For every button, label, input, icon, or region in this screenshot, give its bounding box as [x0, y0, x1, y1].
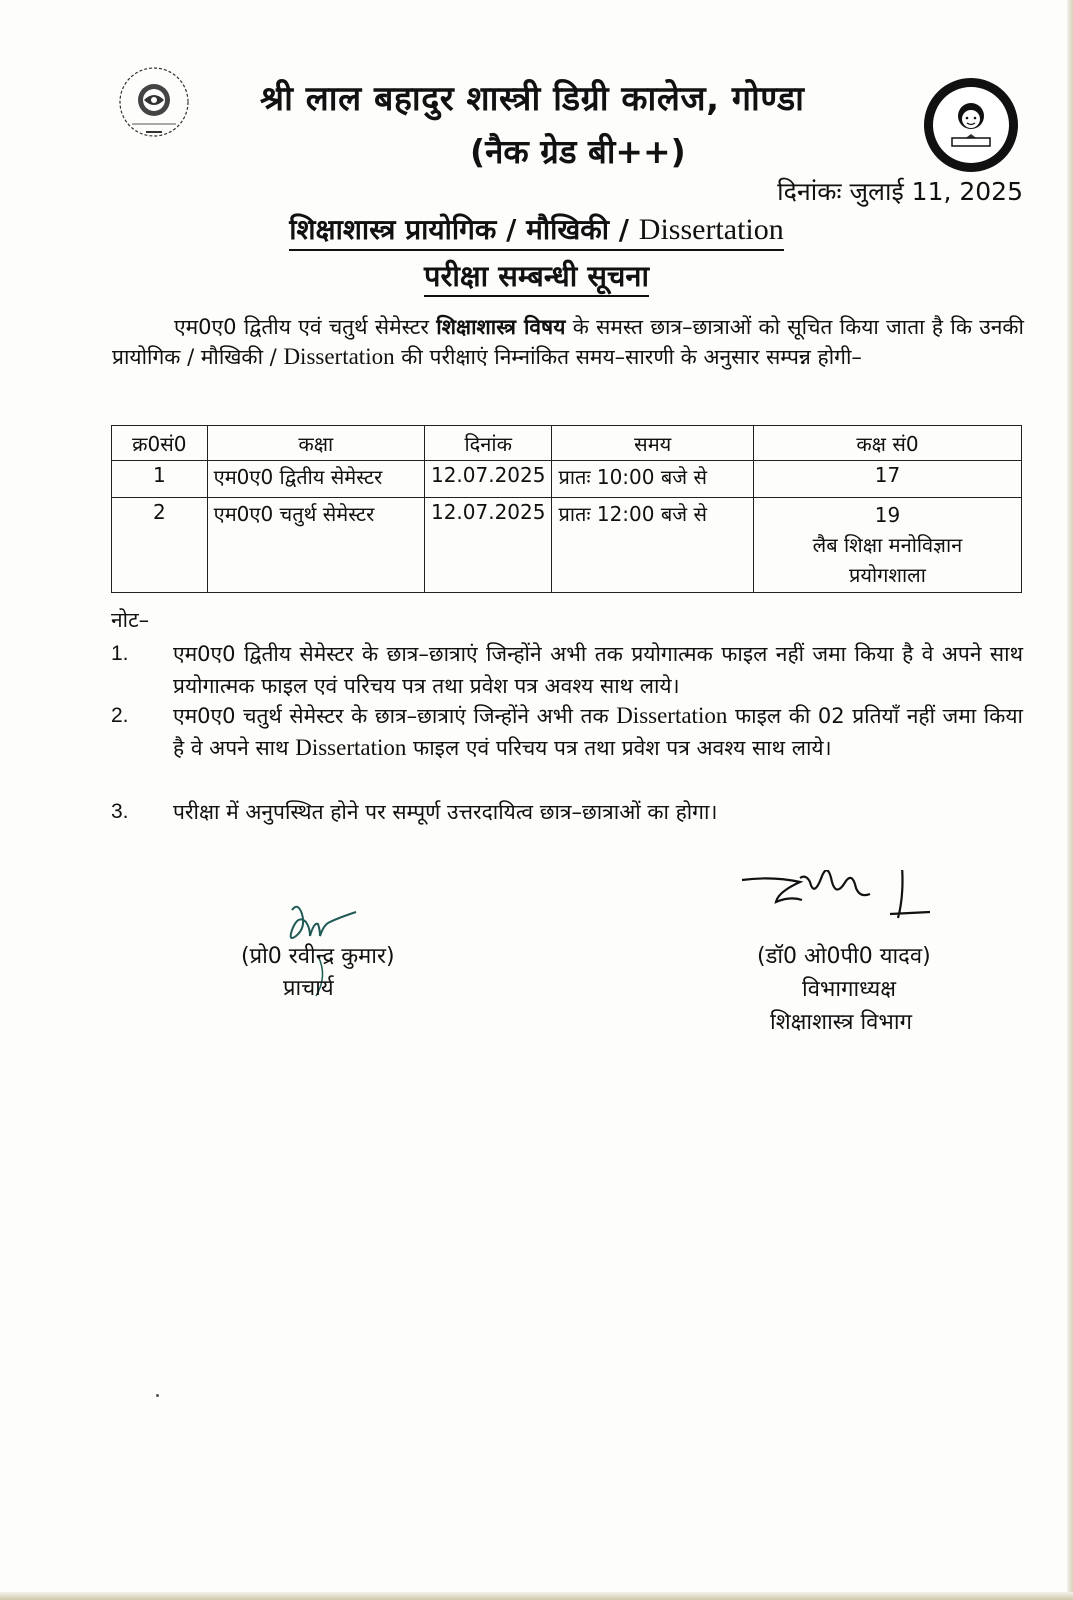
- subject-english: Dissertation: [638, 213, 784, 246]
- exam-schedule-table: [111, 425, 1022, 593]
- cell-serial: 2: [112, 498, 208, 593]
- note-item: [111, 700, 1023, 764]
- note-dissertation: Dissertation: [295, 735, 407, 760]
- header-serial: क्र0सं0: [112, 426, 208, 461]
- note-number: 3.: [111, 800, 129, 823]
- subject-hindi: शिक्षाशास्त्र प्रायोगिक / मौखिकी /: [289, 213, 639, 246]
- beti-padhao-logo-icon: [922, 76, 1020, 174]
- college-seal-icon: [106, 66, 214, 146]
- cell-room: 17: [753, 461, 1021, 498]
- paper-speck: [156, 1394, 159, 1397]
- room-lab-name: लैब शिक्षा मनोविज्ञान प्रयोगशाला: [812, 533, 963, 587]
- cell-time: प्रातः 12:00 बजे से: [552, 498, 753, 593]
- notice-title-text: परीक्षा सम्बन्धी सूचना: [424, 256, 649, 297]
- notice-title: [0, 256, 1073, 297]
- intro-text-1: एम0ए0 द्वितीय एवं चतुर्थ सेमेस्टर: [174, 315, 437, 339]
- intro-paragraph: [112, 312, 1024, 372]
- cell-date: 12.07.2025: [424, 498, 552, 593]
- intro-text-2: के समस्त छात्र–छात्राओं को सूचित किया जाता है कि उनकी प्रायोगिक / मौखिकी /: [112, 315, 1025, 369]
- table-header-row: [112, 426, 1022, 461]
- table-row: [112, 498, 1022, 593]
- header-class: कक्षा: [207, 426, 424, 461]
- notice-date: दिनांकः जुलाई 11, 2025: [777, 177, 1023, 206]
- room-number: 19: [874, 503, 901, 527]
- note-dissertation: Dissertation: [616, 703, 728, 728]
- header-time: समय: [552, 426, 753, 461]
- cell-class: एम0ए0 द्वितीय सेमेस्टर: [207, 461, 424, 498]
- hod-name: (डॉ0 ओ0पी0 यादव): [757, 944, 931, 969]
- cell-serial: 1: [112, 461, 208, 498]
- subject-heading: [0, 210, 1073, 251]
- note-text-part: एम0ए0 चतुर्थ सेमेस्टर के छात्र–छात्राएं जिन्होंने अभी तक: [173, 704, 617, 728]
- cell-date: 12.07.2025: [424, 461, 552, 498]
- note-text: एम0ए0 द्वितीय सेमेस्टर के छात्र–छात्राएं जिन्होंने अभी तक प्रयोगात्मक फाइल नहीं जमा किया है वे अपने साथ प्रयोगात्मक फाइल एवं परिचय पत्र तथा प्रवेश पत्र अवश्य साथ लाये।: [173, 642, 1023, 698]
- college-name: श्री लाल बहादुर शास्त्री डिग्री कालेज, गोण्डा: [260, 79, 805, 119]
- note-number: 1.: [111, 642, 129, 665]
- header-room: कक्ष सं0: [753, 426, 1021, 461]
- intro-dissertation: Dissertation: [283, 344, 395, 369]
- hod-department: शिक्षाशास्त्र विभाग: [770, 1010, 912, 1035]
- principal-name: (प्रो0 रवीन्द्र कुमार): [241, 944, 395, 969]
- intro-subject-bold: शिक्षाशास्त्र विषय: [436, 315, 566, 339]
- notes-heading: नोट–: [111, 608, 150, 632]
- note-item: [111, 638, 1023, 702]
- note-text: परीक्षा में अनुपस्थित होने पर सम्पूर्ण उत्तरदायित्व छात्र–छात्राओं का होगा।: [173, 800, 718, 824]
- cell-room: [753, 498, 1021, 593]
- paper-bottom-edge: [0, 1592, 1073, 1600]
- intro-text-3: की परीक्षाएं निम्नांकित समय–सारणी के अनुसार सम्पन्न होगी–: [394, 345, 862, 369]
- naac-grade: (नैक ग्रेड बी++): [470, 132, 686, 171]
- note-text: [173, 700, 1023, 764]
- note-number: 2.: [111, 704, 129, 727]
- note-item: [111, 796, 1023, 828]
- cell-time: प्रातः 10:00 बजे से: [552, 461, 753, 498]
- note-text-part: फाइल की 02 प्रतियाँ नहीं जमा किया है वे अपने साथ: [173, 704, 1023, 760]
- hod-title: विभागाध्यक्ष: [802, 977, 896, 1002]
- note-text-part: फाइल एवं परिचय पत्र तथा प्रवेश पत्र अवश्य साथ लाये।: [406, 736, 832, 760]
- principal-title: प्राचार्य: [283, 976, 334, 1001]
- header-date: दिनांक: [424, 426, 552, 461]
- table-row: [112, 461, 1022, 498]
- cell-class: एम0ए0 चतुर्थ सेमेस्टर: [207, 498, 424, 593]
